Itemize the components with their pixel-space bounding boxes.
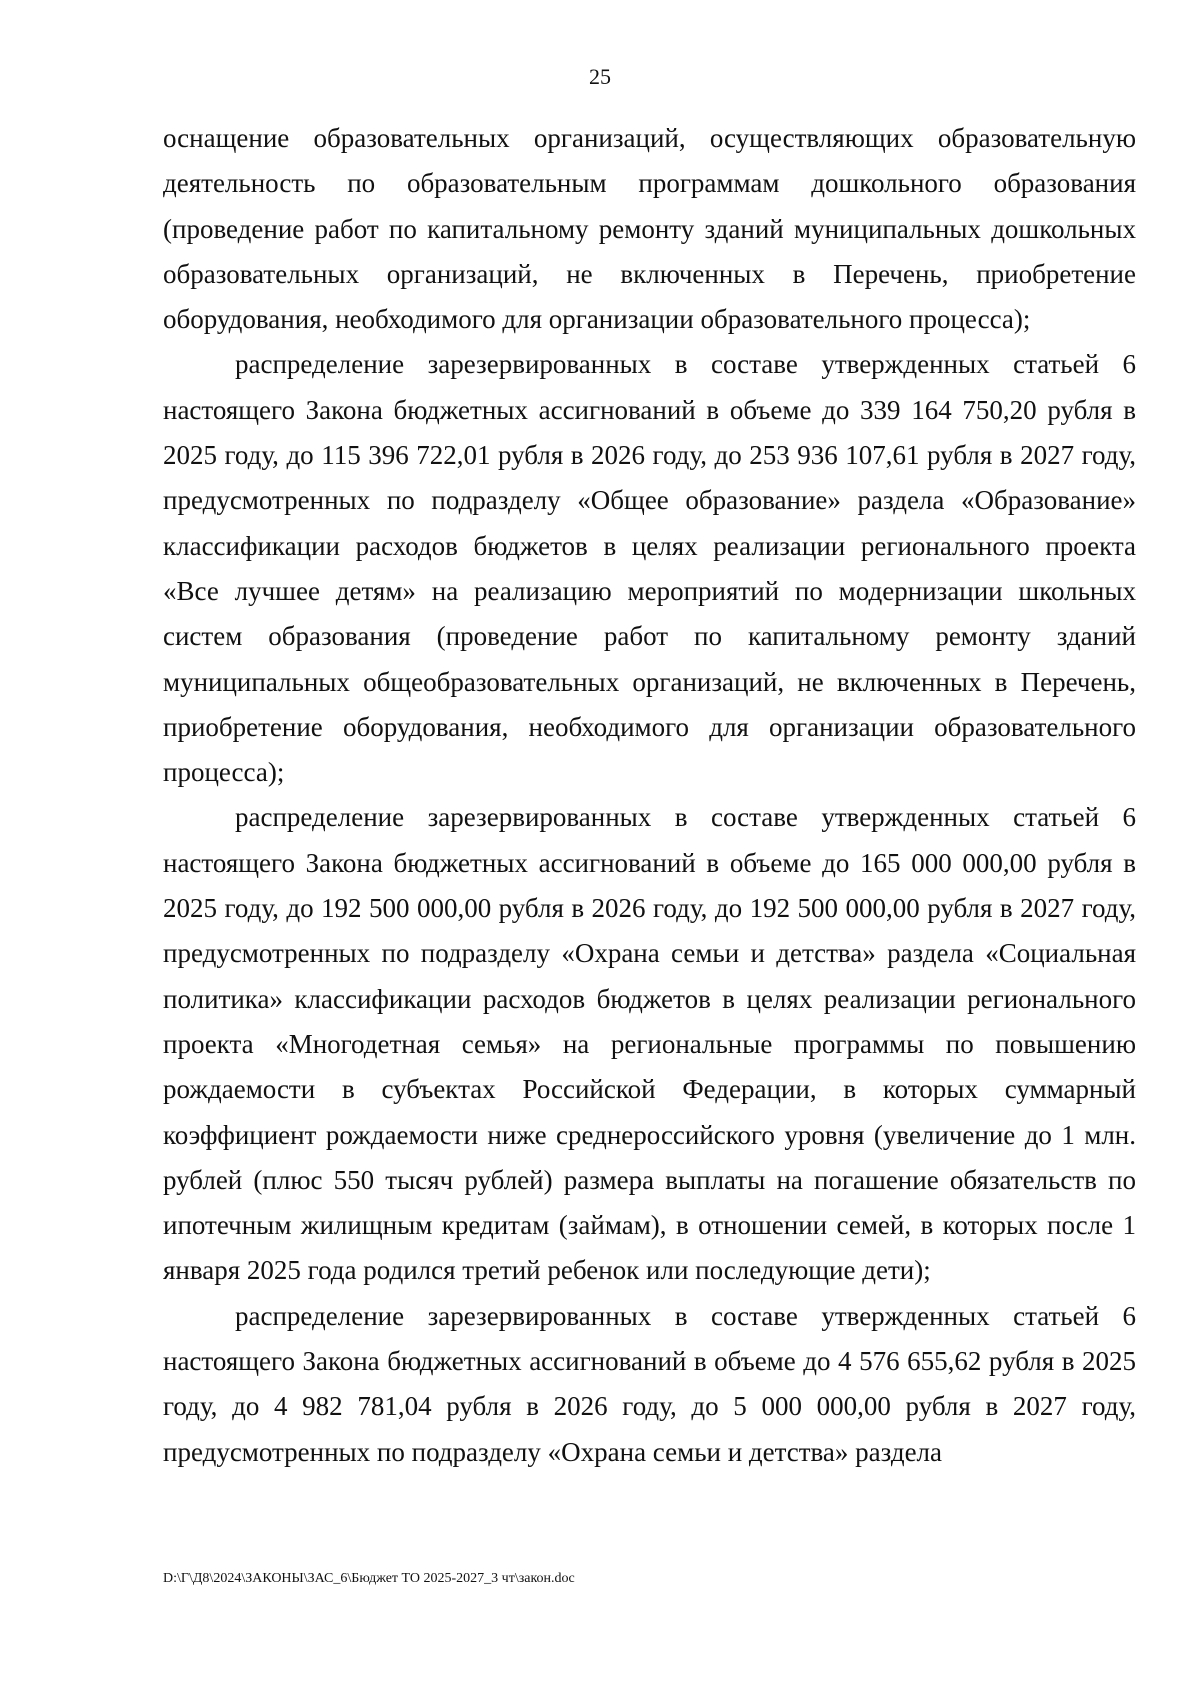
paragraph-3: распределение зарезервированных в составе утвержденных статьей 6 настоящего Закона бюджетных ассигнований в объеме до 165 000 000,00 рубля в 2025 году, до 192 500 000,00 рубля в 2026 году, до 192 500 000,00 рубля в 2027 году, предусмотренных по подразделу «Охрана семьи и детства» раздела «Социальная политика» классификации расходов бюджетов в целях реализации регионального проекта «Многодетная семья» на региональные программы по повышению рождаемости в субъектах Российской Федерации, в которых суммарный коэффициент рождаемости ниже среднероссийского уровня (увеличение до 1 млн. рублей (плюс 550 тысяч рублей) размера выплаты на погашение обязательств по ипотечным жилищным кредитам (займам), в отношении семей, в которых после 1 января 2025 года родился третий ребенок или последующие дети); [163, 802, 1136, 1286]
paragraph-4: распределение зарезервированных в составе утвержденных статьей 6 настоящего Закона бюджетных ассигнований в объеме до 4 576 655,62 рубля в 2025 году, до 4 982 781,04 рубля в 2026 году, до 5 000 000,00 рубля в 2027 году, предусмотренных по подразделу «Охрана семьи и детства» раздела [163, 1300, 1136, 1467]
footer-file-path: D:\Г\Д8\2024\ЗАКОНЫ\ЗАС_6\Бюджет ТО 2025-2027_3 чт\закон.doc [163, 1571, 575, 1586]
paragraph-1: оснащение образовательных организаций, осуществляющих образовательную деятельность по образовательным программам дошкольного образования (проведение работ по капитальному ремонту зданий муниципальных дошкольных образовательных организаций, не включенных в Перечень, приобретение оборудования, необходимого для организации образовательного процесса); [163, 123, 1136, 335]
paragraph-2: распределение зарезервированных в составе утвержденных статьей 6 настоящего Закона бюджетных ассигнований в объеме до 339 164 750,20 рубля в 2025 году, до 115 396 722,01 рубля в 2026 году, до 253 936 107,61 рубля в 2027 году, предусмотренных по подразделу «Общее образование» раздела «Образование» классификации расходов бюджетов в целях реализации регионального проекта «Все лучшее детям» на реализацию мероприятий по модернизации школьных систем образования (проведение работ по капитальному ремонту зданий муниципальных общеобразовательных организаций, не включенных в Перечень, приобретение оборудования, необходимого для организации образовательного процесса); [163, 349, 1136, 788]
document-body [163, 116, 1136, 1475]
page-number: 25 [589, 64, 611, 89]
